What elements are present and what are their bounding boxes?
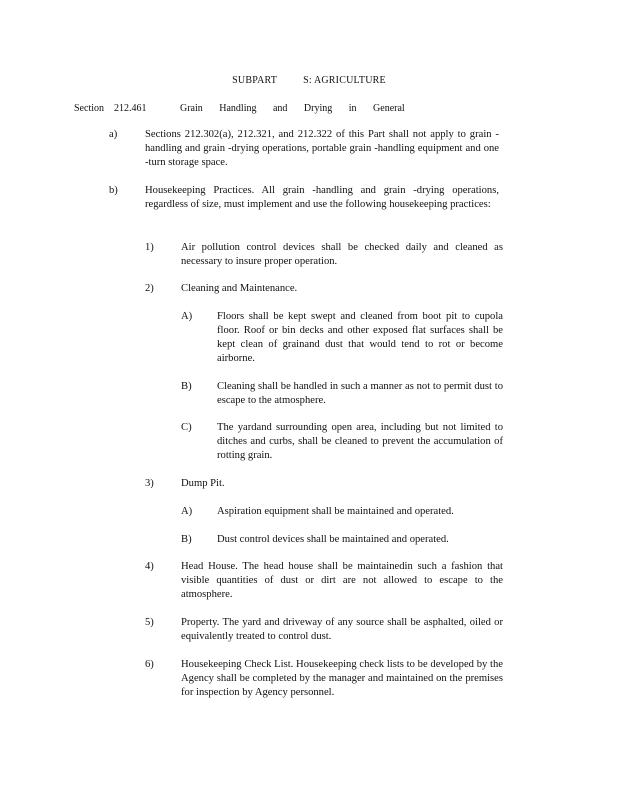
item-marker: 3) bbox=[145, 478, 154, 489]
subpart-label: SUBPART bbox=[232, 75, 278, 86]
item-text: The yardand surrounding open area, including but not limited to ditches and curbs, shall be cleaned to prevent the accumulation of rotting grain. bbox=[217, 422, 503, 461]
item-marker: 4) bbox=[145, 561, 154, 572]
item-text: Floors shall be kept swept and cleaned from boot pit to cupola floor. Roof or bin decks and other exposed flat surfaces shall be kept clean of grainand dust that would tend to rot or become airborne. bbox=[217, 311, 503, 364]
item-text: Housekeeping Check List. Housekeeping check lists to be developed by the Agency shall be completed by the manager and maintained on the premises for inspection by Agency personnel. bbox=[181, 659, 503, 698]
item-text: Cleaning and Maintenance. bbox=[181, 283, 298, 294]
item-marker: B) bbox=[181, 381, 192, 392]
item-text: Property. The yard and driveway of any source shall be asphalted, oiled or equivalently treated to control dust. bbox=[181, 617, 503, 642]
item-text: Dump Pit. bbox=[181, 478, 225, 489]
section-number: 212.461 bbox=[114, 103, 147, 114]
section-label: Section bbox=[74, 103, 104, 114]
item-marker: A) bbox=[181, 506, 193, 517]
subpart-title bbox=[0, 74, 618, 88]
item-marker: C) bbox=[181, 422, 192, 433]
subpart-name: S: AGRICULTURE bbox=[303, 75, 386, 86]
item-text: Cleaning shall be handled in such a manner as not to permit dust to escape to the atmosphere. bbox=[217, 381, 503, 406]
item-text: Head House. The head house shall be maintainedin such a fashion that visible quantities of dust or dirt are not allowed to escape to the atmosphere. bbox=[181, 561, 503, 600]
item-text: Sections 212.302(a), 212.321, and 212.322 of this Part shall not apply to grain -handling and grain -drying operations, portable grain -handling equipment and one -turn storage space. bbox=[145, 129, 499, 168]
item-marker: A) bbox=[181, 311, 193, 322]
item-marker: 5) bbox=[145, 617, 154, 628]
item-text: Air pollution control devices shall be checked daily and cleaned as necessary to insure proper operation. bbox=[181, 242, 503, 267]
item-marker: b) bbox=[109, 185, 118, 196]
section-heading: Grain Handling and Drying in General bbox=[180, 103, 405, 114]
item-marker: B) bbox=[181, 534, 192, 545]
section-header bbox=[74, 102, 405, 116]
item-marker: 6) bbox=[145, 659, 154, 670]
item-text: Housekeeping Practices. All grain -handling and grain -drying operations, regardless of size, must implement and use the following housekeeping practices: bbox=[145, 185, 499, 210]
item-text: Aspiration equipment shall be maintained and operated. bbox=[217, 506, 454, 517]
item-marker: 2) bbox=[145, 283, 154, 294]
item-text: Dust control devices shall be maintained and operated. bbox=[217, 534, 449, 545]
item-marker: 1) bbox=[145, 242, 154, 253]
item-marker: a) bbox=[109, 129, 118, 140]
